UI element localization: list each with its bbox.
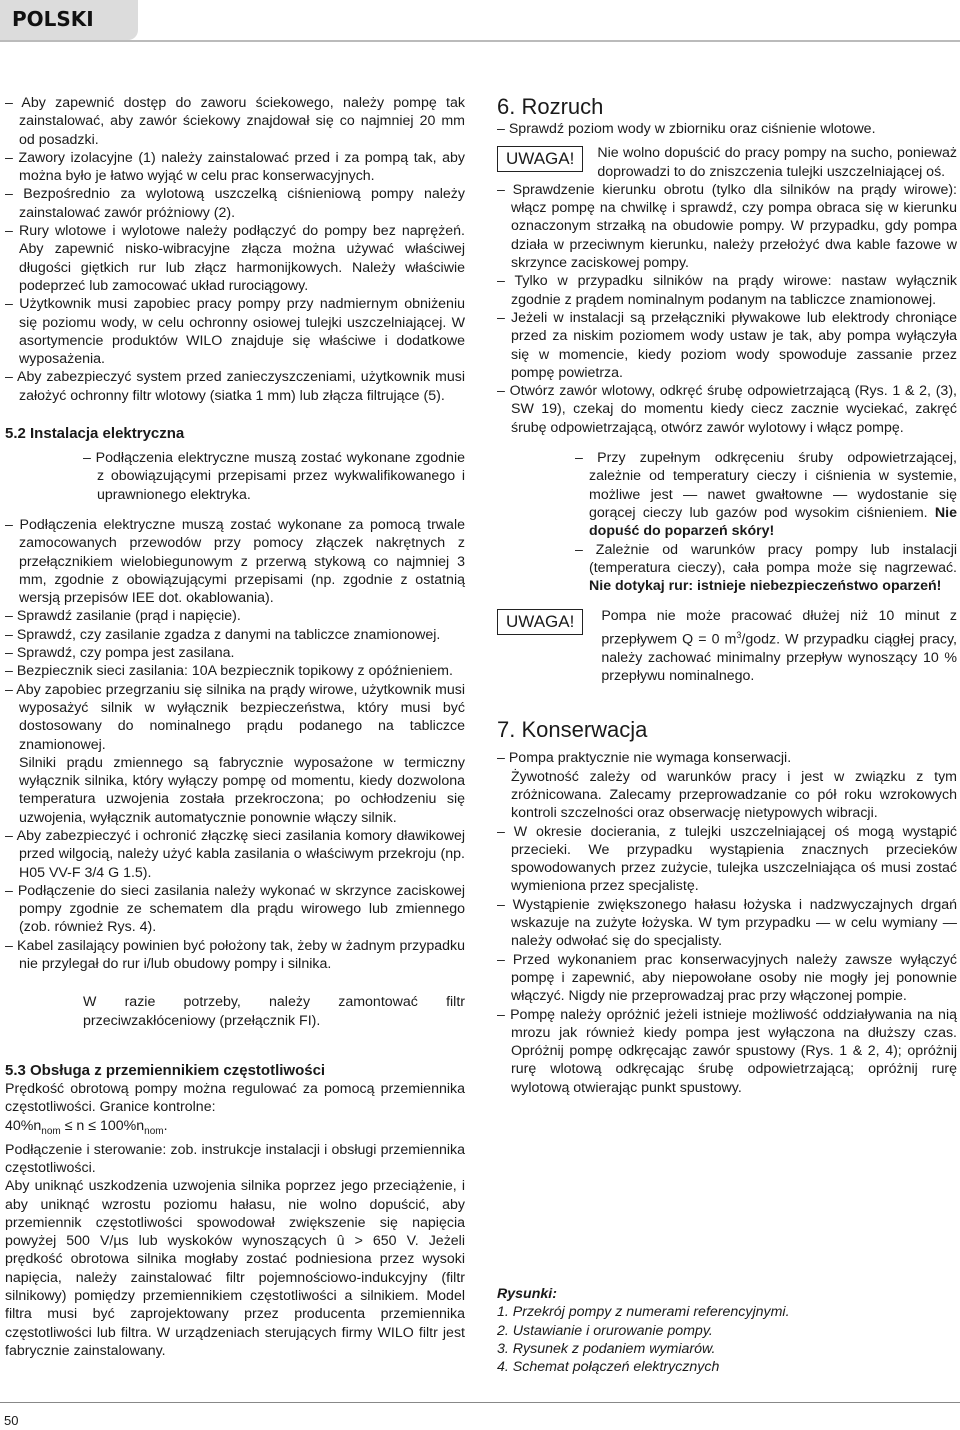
thermal-switch-note: Silniki prądu zmiennego są fabrycznie wyposażone w termiczny wyłącznik silnika, który wyłączy pompę od momentu, kiedy dozwolona temperatura uzwojenia została przekroczona; po ochłodzeniu się uzwojenia, wyłącznik automatycznie ponownie włączy silnik.: [19, 754, 465, 826]
list-item: – Jeżeli w instalacji są przełączniki pływakowe lub elektrody chroniące przed za niskim poziomem wody ustaw je tak, aby pompa wyłączyła się w momencie, kiedy poziom wody spowoduje zassanie przez pompę powietrza.: [497, 309, 957, 382]
list-item: – Zawory izolacyjne (1) należy zainstalować przed i za pompą tak, aby można było je łatwo wyjąć w celu prac konserwacyjnych.: [5, 149, 465, 186]
list-item: – Bezpośrednio za wylotową uszczelką ciśnieniową pompy należy zainstalować zawór próżniowy (2).: [5, 185, 465, 222]
warning-text: Pompa nie może pracować dłużej niż 10 minut z przepływem Q = 0 $m^3$/godz. W przypadku ciągłej pracy, należy zachować minimalny przepływ wynoszący 10 % przepływu nominalnego.: [601, 608, 957, 685]
list-item: – Bezpiecznik sieci zasilania: 10A bezpiecznik topikowy z opóźnieniem.: [5, 662, 465, 680]
fi-filter-note: W razie potrzeby, należy zamontować filtr przeciwzakłóceniowy (przełącznik FI).: [83, 994, 465, 1029]
list-item: – Aby zabezpieczyć system przed zanieczyszczeniami, użytkownik musi założyć ochronny filtr wlotowy (siatka 1 mm) lub złącza filtrujące (5).: [5, 368, 465, 405]
control-limits-formula: $40\%n_{nom} \le n \le 100\%n_{nom}$.: [5, 1117, 168, 1137]
list-item: – Rury wlotowe i wylotowe należy podłączyć do pompy bez naprężeń. Aby zapewnić nisko-wibracyjne złącza można używać właściwej długości giętkich rur lub złącz harmonijkowych. Należy właściwie podeprzeć lub zamocować układ rurociągowy.: [5, 222, 465, 295]
language-label: POLSKI: [12, 7, 94, 31]
header-divider: [0, 40, 960, 42]
section-title-5-3: 5.3 Obsługa z przemiennikiem częstotliwości: [5, 1061, 326, 1079]
list-item: – Wystąpienie zwiększonego hałasu łożyska i nadzwyczajnych drgań wskazuje na zużyte łożyska. W tym przypadku — w celu wymiany — należy odwołać się do specjalisty.: [497, 896, 957, 951]
warning-label: UWAGA!: [497, 146, 583, 172]
list-item: – Otwórz zawór wlotowy, odkręć śrubę odpowietrzającą (Rys. 1 & 2, (3), SW 19), czekaj do momentu kiedy ciecz zacznie wyciekać, zakręć śrubę odpowietrzającą, otwórz zawór wylotowy i włącz pompę.: [497, 382, 957, 437]
figure-item: 3. Rysunek z podaniem wymiarów.: [497, 1340, 716, 1357]
figure-item: 4. Schemat połączeń elektrycznych: [497, 1359, 720, 1376]
list-item: – Przed wykonaniem prac konserwacyjnych należy zawsze wyłączyć pompę i zapewnić, aby niepowołane osoby nie mogły jej ponownie włączyć. Nigdy nie przeprowadzaj prac przy włączonej pompie.: [497, 951, 957, 1006]
list-item: – Kabel zasilający powinien być położony tak, żeby w żadnym przypadku nie przylegał do rur i/lub obudowy pompy i silnika.: [5, 937, 465, 974]
section-title-5-2: 5.2 Instalacja elektryczna: [5, 425, 185, 443]
list-item: – Pompa praktycznie nie wymaga konserwacji.: [497, 749, 957, 767]
list-item: – Sprawdź, czy zasilanie zgadza z danymi na tabliczce znamionowej.: [5, 626, 465, 644]
section-title-6: 6. Rozruch: [497, 94, 604, 119]
list-item: – Aby zabezpieczyć i ochronić złączkę sieci zasilania komory dławikowej przed wilgocią, należy użyć kabla zasilania o właściwym przekroju (np. H05 VV-F 3/4 G 1.5).: [5, 827, 465, 882]
warning-text: Nie wolno dopuścić do pracy pompy na sucho, ponieważ doprowadzi to do zniszczenia tulejki uszczelniającej oś.: [597, 145, 957, 180]
list-item: – Pompę należy opróżnić jeżeli istnieje możliwość oddziaływania na nią mrozu jak również kiedy pompa jest wyłączona na dłuższy czas. Opróżnij pompę odkręcając zawór spustowy (Rys. 1 & 2, 4); opróżnij rurę wlotową odkręcając śrubę odpowietrzającą; opróżnij rurę wylotową otwierając punkt spustowy.: [497, 1006, 957, 1097]
list-item: – Sprawdź zasilanie (prąd i napięcie).: [5, 607, 465, 625]
zero-flow-warning: [497, 607, 957, 685]
list-item: – Sprawdź, czy pompa jest zasilana.: [5, 644, 465, 662]
list-item: – Tylko w przypadku silników na prądy wirowe: nastaw wyłącznik zgodnie z prądem nominalnym podanym na tabliczce znamionowej.: [497, 272, 957, 309]
figure-item: 1. Przekrój pompy z numerami referencyjnymi.: [497, 1304, 790, 1321]
warning-label: UWAGA!: [497, 609, 583, 635]
figures-title: Rysunki:: [497, 1286, 557, 1302]
figures-list: [497, 1285, 937, 1376]
list-item: – Podłączenie do sieci zasilania należy wykonać w skrzynce zaciskowej pompy zgodnie ze schematem dla prądu wirowego lub zmiennego (zob. również Rys. 4).: [5, 882, 465, 937]
vent-screw-danger: – Przy zupełnym odkręceniu śruby odpowietrzającej, zależnie od temperatury cieczy i ciśnienia w systemie, możliwe jest — nawet gwałtowne — wydostanie się gorącej cieczy lub gazów pod wysokim ciśnieniem. Nie dopuść do poparzeń skóry!: [497, 449, 957, 540]
dry-run-warning: [497, 144, 957, 181]
list-item: – W okresie docierania, z tulejki uszczelniającej oś mogą wystąpić przecieki. We przypadku wystąpienia znacznych przecieków spowodowanych przez zużycie, tulejka uszczelniająca oś musi zostać wymieniona przez specjalistę.: [497, 823, 957, 896]
left-column: [5, 94, 465, 1360]
lifetime-note: Żywotność zależy od warunków pracy i jest w związku z tym zróżnicowana. Zalecamy przeprowadzanie co pół roku wzrokowych kontroli szczelności oraz obserwację nietypowych wibracji.: [511, 768, 957, 822]
inverter-connection: Podłączenie i sterowanie: zob. instrukcje instalacji i obsługi przemiennika częstotliwości.: [5, 1141, 465, 1176]
list-item: – Podłączenia elektryczne muszą zostać wykonane za pomocą trwale zamocowanych przewodów przy pomocy złączek nakrętnych z przełącznikiem wielobiegunowym z przerwą stykową co najmniej 3 mm, zgodnie z obowiązującymi przepisami (np. zgodnie z ostatnią wersją przepisów IEE dot. okablowania).: [5, 516, 465, 607]
list-item: – Użytkownik musi zapobiec pracy pompy przy nadmiernym obniżeniu się poziomu wody, w celu ochronny osiowej tulejki uszczelniającej. W asortymencie produktów WILO znajduje się właściwe i dodatkowe wyposażenia.: [5, 295, 465, 368]
inverter-intro: Prędkość obrotową pompy można regulować za pomocą przemiennika częstotliwości. Granice kontrolne:: [5, 1080, 465, 1116]
language-tab: [0, 0, 138, 40]
inverter-filter-note: Aby uniknąć uszkodzenia uzwojenia silnika poprzez jego przeciążenie, i aby uniknąć wzrostu poziomu hałasu, nie wolno dopuścić, aby przemiennik częstotliwości spowodował zwiększenie się napięcia powyżej 500 V/µs lub wyskoków wynoszących û > 650 V. Jeżeli prędkość obrotowa silnika mogłaby zostać podniesiona przez wysoki napięcia, należy zainstalować filtr pojemnościowo-indukcyjny (filtr silnikowy) pomiędzy przemiennikiem częstotliwości a silnikiem. Model filtra musi być zaprojektowany przez producenta przemiennika częstotliwości lub filtra. W urządzeniach sterujących firmy WILO filtr jest fabrycznie zainstalowany.: [5, 1178, 465, 1359]
right-column: [497, 94, 957, 1097]
list-item: – Aby zapobiec przegrzaniu się silnika na prądy wirowe, użytkownik musi wyposażyć silnik w wyłącznik bezpieczeństwa, który musi być dostosowany do nominalnego prądu podanego na tabliczce znamionowej.: [5, 681, 465, 754]
electrician-warning: – Podłączenia elektryczne muszą zostać wykonane zgodnie z obowiązującymi przepisami przez wykwalifikowanego i uprawnionego elektryka.: [5, 449, 465, 504]
list-item: – Aby zapewnić dostęp do zaworu ściekowego, należy pompę tak zainstalować, aby zawór ściekowy znajdował się co najmniej 20 mm od posadzki.: [5, 94, 465, 149]
section-title-7: 7. Konserwacja: [497, 717, 648, 743]
figure-item: 2. Ustawianie i orurowanie pompy.: [497, 1322, 713, 1339]
list-item: – Sprawdź poziom wody w zbiorniku oraz ciśnienie wlotowe.: [497, 120, 957, 138]
page-number: 50: [4, 1413, 19, 1428]
footer-divider: [0, 1402, 960, 1403]
list-item: – Sprawdzenie kierunku obrotu (tylko dla silników na prądy wirowe): włącz pompę na chwilkę i sprawdź, czy pompa obraca się w kierunku oznaczonym strzałką na obudowie pompy. W przypadku, gdy pompa działa w przeciwnym kierunku, należy przełożyć dwa kable fazowe w skrzynce zaciskowej pompy.: [497, 181, 957, 272]
hot-surface-danger: – Zależnie od warunków pracy pompy lub instalacji (temperatura cieczy), cała pompa może się nagrzewać. Nie dotykaj rur: istnieje niebezpieczeństwo oparzeń!: [497, 541, 957, 596]
